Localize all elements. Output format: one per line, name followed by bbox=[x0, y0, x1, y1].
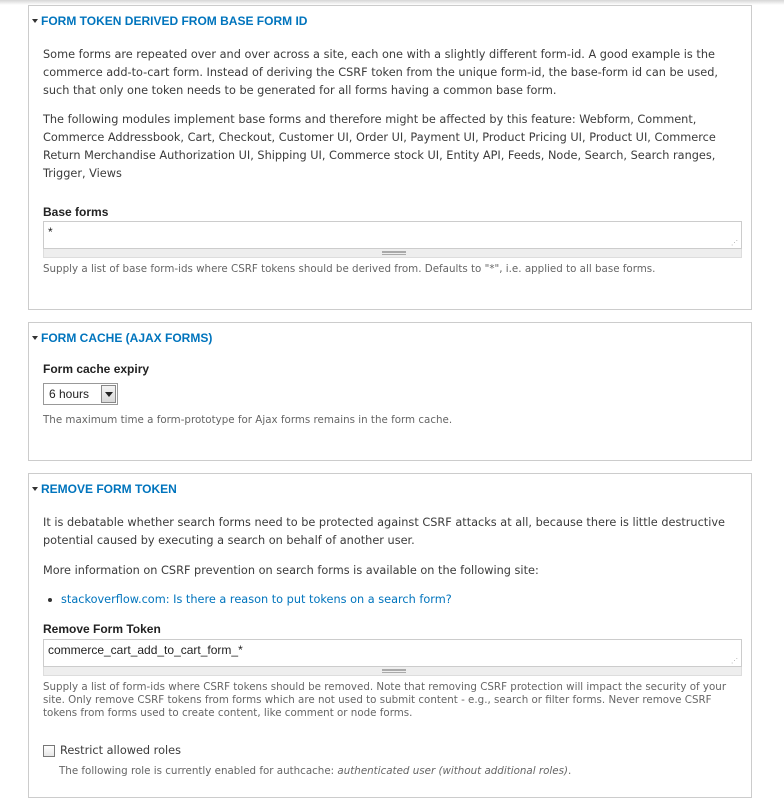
form-cache-description: The maximum time a form-prototype for Ajax forms remains in the form cache. bbox=[43, 414, 453, 426]
remove-token-description-line: site. Only remove CSRF tokens from forms which are not used to submit content - e.g., search or filter forms. Never remove CSRF bbox=[43, 694, 712, 706]
collapse-triangle-icon bbox=[32, 336, 38, 340]
role-note-suffix: . bbox=[568, 765, 572, 777]
restrict-roles-checkbox[interactable] bbox=[43, 745, 55, 757]
form-cache-expiry-value: 6 hours bbox=[49, 387, 90, 401]
resize-grip-icon: ⋰ bbox=[731, 240, 738, 247]
info-links-list bbox=[43, 592, 452, 608]
remove-form-token-label: Remove Form Token bbox=[43, 622, 161, 636]
stackoverflow-link[interactable]: stackoverflow.com: Is there a reason to put tokens on a search form? bbox=[61, 593, 452, 606]
form-cache-expiry-label: Form cache expiry bbox=[43, 362, 150, 376]
restrict-roles-label[interactable]: Restrict allowed roles bbox=[60, 744, 181, 757]
form-cache-legend-text: FORM CACHE (AJAX FORMS) bbox=[41, 331, 213, 345]
more-info-paragraph: More information on CSRF prevention on search forms is available on the following site: bbox=[43, 564, 539, 577]
bullet-icon bbox=[48, 598, 52, 602]
role-note bbox=[59, 765, 571, 778]
collapse-triangle-icon bbox=[32, 19, 38, 23]
base-form-paragraph-line: Some forms are repeated over and over across a site, each one with a slightly different form-id. A good example is the bbox=[43, 48, 715, 61]
base-forms-resize-handle[interactable] bbox=[43, 249, 742, 258]
grippie-icon bbox=[382, 669, 406, 673]
base-forms-value: * bbox=[48, 225, 53, 239]
resize-grip-icon: ⋰ bbox=[731, 658, 738, 665]
form-cache-expiry-select[interactable] bbox=[43, 383, 118, 405]
role-note-role: authenticated user (without additional roles) bbox=[337, 765, 568, 777]
remove-form-token-textarea[interactable] bbox=[43, 639, 742, 667]
search-forms-paragraph-line: potential caused by executing a search on behalf of another user. bbox=[43, 534, 415, 547]
base-forms-description: Supply a list of base form-ids where CSRF tokens should be derived from. Defaults to "*", i.e. applied to all base forms. bbox=[43, 263, 656, 275]
base-forms-label: Base forms bbox=[43, 205, 109, 219]
base-form-fieldset bbox=[28, 5, 752, 310]
remove-token-description-line: tokens from forms used to create content, like comment or node forms. bbox=[43, 707, 413, 719]
collapse-triangle-icon bbox=[32, 487, 38, 491]
base-form-legend-text: FORM TOKEN DERIVED FROM BASE FORM ID bbox=[41, 14, 308, 28]
base-forms-textarea[interactable] bbox=[43, 221, 742, 249]
search-forms-paragraph-line: It is debatable whether search forms need to be protected against CSRF attacks at all, because there is little destructive bbox=[43, 516, 725, 529]
remove-token-legend[interactable] bbox=[32, 481, 177, 497]
remove-form-token-value: commerce_cart_add_to_cart_form_* bbox=[48, 643, 243, 657]
remove-token-fieldset bbox=[28, 473, 752, 798]
modules-paragraph-line: The following modules implement base forms and therefore might be affected by this feature: Webform, Comment, bbox=[43, 113, 697, 126]
remove-token-legend-text: REMOVE FORM TOKEN bbox=[41, 482, 177, 496]
remove-token-description-line: Supply a list of form-ids where CSRF tokens should be removed. Note that removing CSRF protection will impact the security of your bbox=[43, 681, 727, 693]
form-cache-fieldset bbox=[28, 322, 752, 461]
modules-paragraph-line: Commerce Addressbook, Cart, Checkout, Customer UI, Order UI, Payment UI, Product Pricing UI, Product UI, Commerce bbox=[43, 131, 716, 144]
modules-paragraph-line: Return Merchandise Authorization UI, Shipping UI, Commerce stock UI, Entity API, Feeds, Node, Search, Search ranges, bbox=[43, 149, 716, 162]
modules-paragraph-line: Trigger, Views bbox=[43, 167, 122, 180]
remove-form-token-resize-handle[interactable] bbox=[43, 667, 742, 676]
list-item bbox=[43, 592, 452, 608]
form-cache-legend[interactable] bbox=[32, 330, 212, 346]
base-form-legend[interactable] bbox=[32, 13, 307, 29]
base-form-paragraph-line: such that only one token needs to be generated for all forms having a common base form. bbox=[43, 84, 557, 97]
grippie-icon bbox=[382, 251, 406, 255]
base-form-paragraph-line: commerce add-to-cart form. Instead of deriving the CSRF token from the unique form-id, the base-form id can be used, bbox=[43, 66, 718, 79]
chevron-down-icon bbox=[101, 385, 116, 403]
role-note-prefix: The following role is currently enabled for authcache: bbox=[59, 765, 338, 777]
